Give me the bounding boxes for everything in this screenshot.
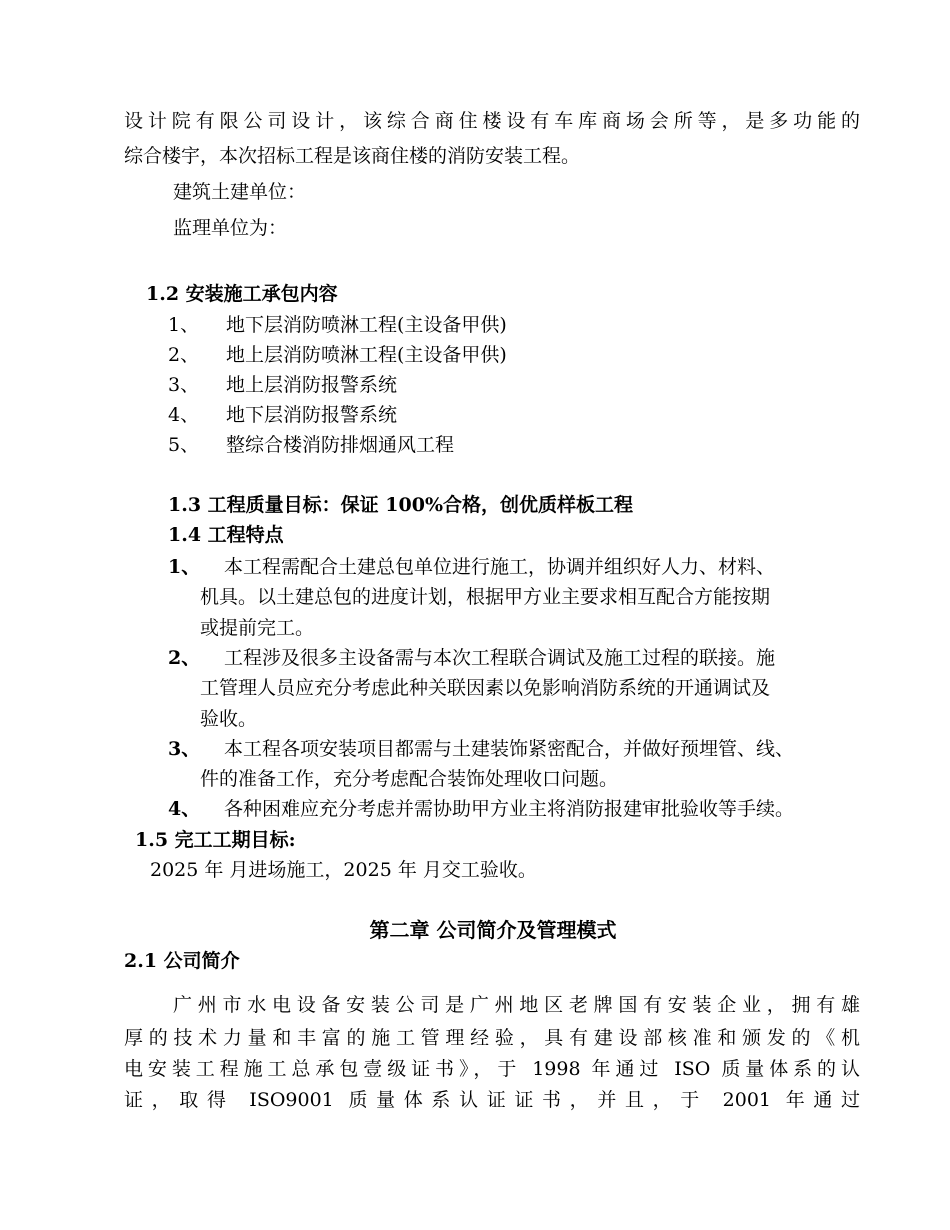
feature-text-continued: 或提前完工。 bbox=[200, 617, 315, 639]
schedule-text: 2025 年 月进场施工，2025 年 月交工验收。 bbox=[150, 859, 537, 881]
feature-number: 2、 bbox=[168, 647, 201, 669]
list-item bbox=[168, 436, 454, 455]
list-item-number: 5、 bbox=[168, 434, 200, 456]
list-item-text: 地上层消防喷淋工程(主设备甲供) bbox=[226, 344, 507, 366]
feature-text: 工程涉及很多主设备需与本次工程联合调试及施工过程的联接。施 bbox=[224, 647, 776, 669]
list-item-text: 整综合楼消防排烟通风工程 bbox=[226, 434, 455, 456]
feature-item-3 bbox=[168, 740, 794, 759]
list-item bbox=[168, 346, 507, 365]
feature-number: 3、 bbox=[168, 738, 201, 760]
feature-text-continued: 验收。 bbox=[200, 708, 258, 730]
section-2-1-heading: 2.1 公司简介 bbox=[124, 950, 240, 972]
chapter-2-title: 第二章 公司简介及管理模式 bbox=[369, 918, 617, 942]
section-1-2-heading: 1.2 安装施工承包内容 bbox=[146, 283, 338, 305]
list-item-number: 4、 bbox=[168, 404, 200, 426]
feature-number: 1、 bbox=[168, 556, 201, 578]
feature-text-continued: 件的准备工作，充分考虑配合装饰处理收口问题。 bbox=[200, 768, 619, 790]
list-item bbox=[168, 376, 397, 395]
list-item bbox=[168, 406, 397, 425]
list-item-text: 地下层消防报警系统 bbox=[226, 404, 398, 426]
feature-number: 4、 bbox=[168, 798, 201, 820]
supervisor-label: 监理单位为： bbox=[173, 217, 288, 239]
list-item-number: 3、 bbox=[168, 374, 200, 396]
feature-text: 本工程需配合土建总包单位进行施工，协调并组织好人力、材料、 bbox=[224, 556, 776, 578]
intro-line-2: 综合楼宇，本次招标工程是该商住楼的消防安装工程。 bbox=[124, 145, 581, 167]
company-intro-line-3: 电安装工程施工总承包壹级证书》，于 1998 年通过 ISO 质量体系的认 bbox=[124, 1058, 860, 1080]
company-intro-line-1: 广州市水电设备安装公司是广州地区老牌国有安装企业，拥有雄 bbox=[173, 994, 860, 1016]
list-item-text: 地上层消防报警系统 bbox=[226, 374, 398, 396]
feature-text-continued: 工管理人员应充分考虑此种关联因素以免影响消防系统的开通调试及 bbox=[200, 677, 771, 699]
section-1-5-heading: 1.5 完工工期目标: bbox=[135, 829, 296, 851]
builder-label: 建筑土建单位： bbox=[173, 181, 307, 203]
feature-item-2 bbox=[168, 649, 775, 668]
intro-line-1: 设计院有限公司设计，该综合商住楼设有车库商场会所等，是多功能的 bbox=[124, 110, 860, 132]
feature-item-4 bbox=[168, 800, 794, 819]
feature-text-continued: 机具。以土建总包的进度计划，根据甲方业主要求相互配合方能按期 bbox=[200, 586, 771, 608]
company-intro-line-4: 证，取得 ISO9001 质量体系认证证书，并且，于 2001 年通过 bbox=[124, 1089, 860, 1111]
feature-text: 各种困难应充分考虑并需协助甲方业主将消防报建审批验收等手续。 bbox=[224, 798, 795, 820]
list-item-text: 地下层消防喷淋工程(主设备甲供) bbox=[226, 314, 507, 336]
list-item-number: 1、 bbox=[168, 314, 200, 336]
feature-item-1 bbox=[168, 558, 775, 577]
list-item-number: 2、 bbox=[168, 344, 200, 366]
section-1-4-heading: 1.4 工程特点 bbox=[168, 524, 284, 546]
list-item bbox=[168, 316, 507, 335]
company-intro-line-2: 厚的技术力量和丰富的施工管理经验，具有建设部核准和颁发的《机 bbox=[124, 1027, 860, 1049]
section-1-3-heading: 1.3 工程质量目标：保证 100%合格，创优质样板工程 bbox=[168, 494, 634, 516]
feature-text: 本工程各项安装项目都需与土建装饰紧密配合，并做好预埋管、线、 bbox=[224, 738, 795, 760]
